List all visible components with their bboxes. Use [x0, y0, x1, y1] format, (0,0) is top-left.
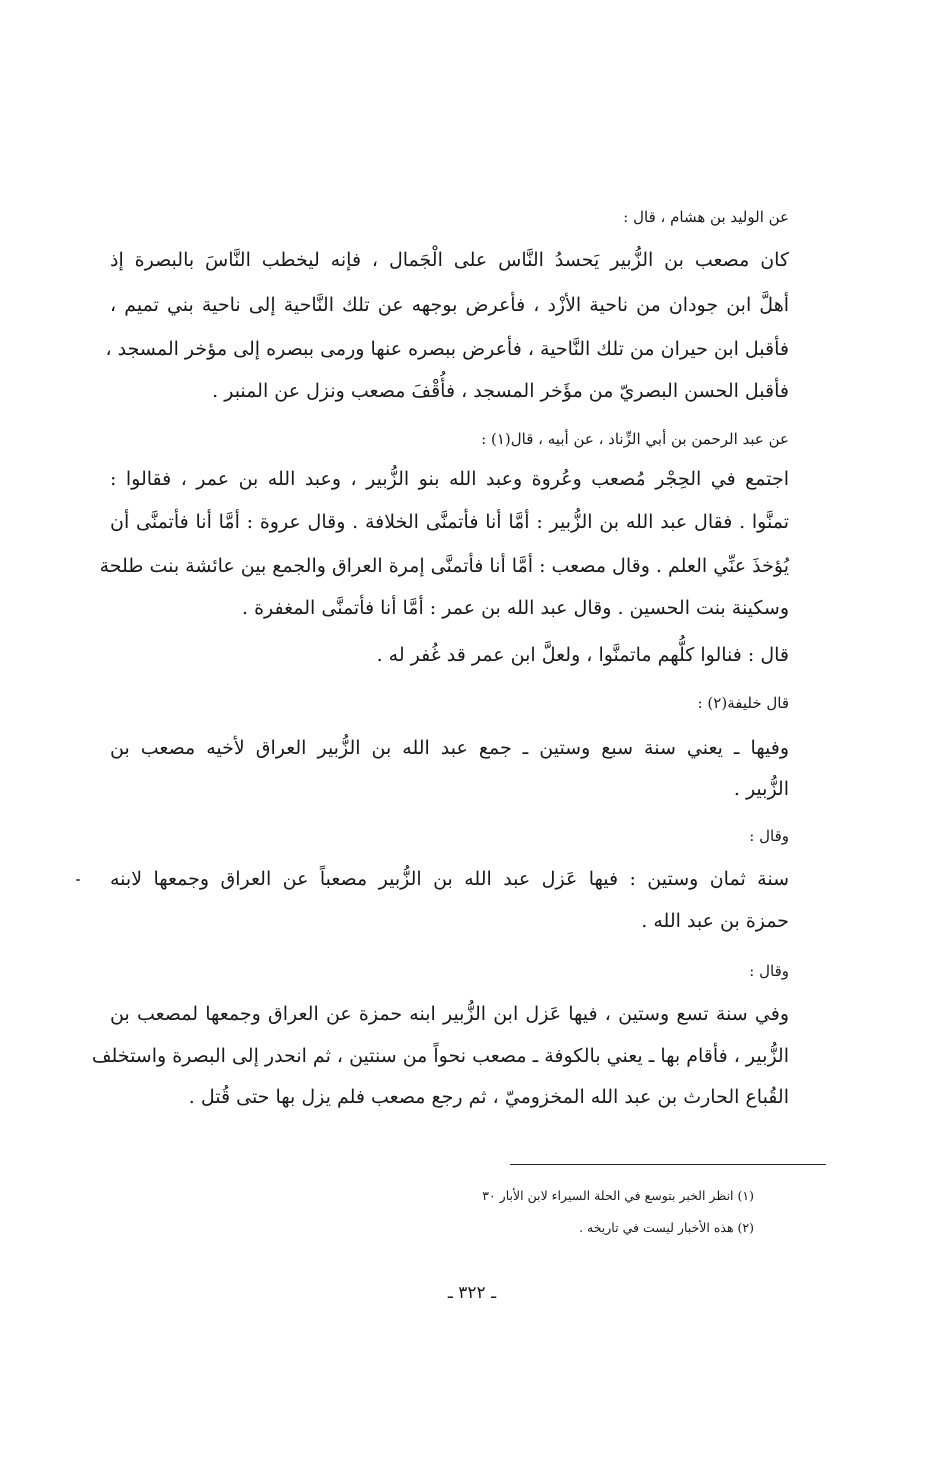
text-line: وسكينة بنت الحسين . وقال عبد الله بن عمر : أمَّا أنا فأتمنَّى المغفرة . [241, 597, 789, 619]
footnote: (١) انظر الخبر بتوسع في الحلة السيراء لابن الأبار ٣٠ [482, 1188, 754, 1203]
text-line: يُؤخذَ عنِّي العلم . وقال مصعب : أمَّا أنا فأتمنَّى إمرة العراق والجمع بين عائشة بنت طلحة [99, 555, 789, 577]
text-line: فأقبل ابن حيران من تلك النَّاحية ، فأعرض ببصره عنها ورمى ببصره إلى مؤخر المسجد ، [105, 338, 789, 360]
footnote: (٢) هذه الأخبار ليست في تاريخه . [579, 1220, 754, 1235]
text-line: كان مصعب بن الزُّبير يَحسدُ النَّاس على الْجَمال ، فإنه ليخطب النَّاسَ بالبصرة إذ [110, 249, 789, 271]
text-line: الزُّبير . [733, 778, 789, 800]
text-line: حمزة بن عبد الله . [641, 910, 789, 932]
text-line: وفيها ـ يعني سنة سبع وستين ـ جمع عبد الله بن الزُّبير العراق لأخيه مصعب بن [110, 737, 789, 759]
scan-speck [76, 879, 80, 881]
page-number: ـ ٣٢٢ ـ [447, 1283, 497, 1303]
text-line: تمنَّوا . فقال عبد الله بن الزُّبير : أمَّا أنا فأتمنَّى الخلافة . وقال عروة : أمَّا أنا فأتمنَّى أن [110, 511, 789, 533]
isnad-line: وقال : [749, 962, 789, 980]
text-line: فأقبل الحسن البصريّ من مؤَخر المسجد ، فأُقْفَ مصعب ونزل عن المنبر . [212, 380, 789, 402]
text-line: الزُّبير ، فأقام بها ـ يعني بالكوفة ـ مصعب نحواً من سنتين ، ثم انحدر إلى البصرة واستخلف [91, 1045, 789, 1067]
text-line: اجتمع في الحِجْر مُصعب وعُروة وعبد الله بنو الزُّبير ، وعبد الله بن عمر ، فقالوا : [110, 468, 789, 490]
isnad-line: عن الوليد بن هشام ، قال : [623, 208, 789, 226]
text-line: وفي سنة تسع وستين ، فيها عَزل ابن الزُّبير ابنه حمزة عن العراق وجمعها لمصعب بن [110, 1003, 789, 1025]
text-line: أهلَّ ابن جودان من ناحية الأزْد ، فأعرض بوجهه عن تلك النَّاحية إلى ناحية بني تميم ، [110, 294, 789, 316]
footnote-separator [510, 1164, 826, 1165]
text-line: قال : فنالوا كلُّهم ماتمنَّوا ، ولعلَّ ابن عمر قد غُفر له . [376, 644, 789, 666]
isnad-line: قال خليفة(٢) : [697, 694, 789, 712]
text-line: سنة ثمان وستين : فيها عَزل عبد الله بن الزُّبير مصعباً عن العراق وجمعها لابنه [110, 868, 789, 890]
isnad-line: وقال : [749, 827, 789, 845]
text-line: القُباع الحارث بن عبد الله المخزوميّ ، ثم رجع مصعب فلم يزل بها حتى قُتل . [188, 1086, 789, 1108]
isnad-line: عن عبد الرحمن بن أبي الزِّناد ، عن أبيه ، قال(١) : [481, 430, 789, 448]
